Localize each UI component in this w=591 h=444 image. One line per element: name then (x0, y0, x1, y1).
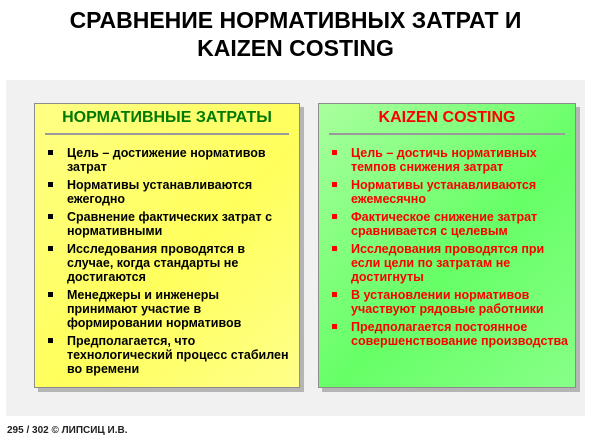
list-item-text: Менеджеры и инженеры принимают участие в формировании нормативов (67, 288, 242, 330)
list-item (319, 210, 575, 238)
list-item-text: Исследования проводятся в случае, когда стандарты не достигаются (67, 242, 246, 284)
kaizen-costing-panel (318, 103, 576, 388)
slide-title-line-2: KAIZEN COSTING (197, 35, 394, 61)
bullet-icon (48, 150, 53, 155)
list-item (35, 242, 299, 284)
slide-footer: 295 / 302 © ЛИПСИЦ И.В. (7, 425, 128, 436)
bullet-icon (48, 182, 53, 187)
bullet-icon (332, 150, 337, 155)
slide-title-line-1: СРАВНЕНИЕ НОРМАТИВНЫХ ЗАТРАТ И (69, 7, 522, 33)
bullet-icon (48, 214, 53, 219)
list-item-text: Предполагается постоянное совершенствование производства (351, 320, 568, 348)
slide-title (0, 6, 591, 62)
list-item (35, 288, 299, 330)
list-item (35, 178, 299, 206)
list-item-text: Цель – достижение нормативов затрат (67, 146, 266, 174)
list-item-text: Предполагается, что технологический процесс стабилен во времени (67, 334, 289, 376)
list-item-text: Нормативы устанавливаются ежегодно (67, 178, 253, 206)
bullet-icon (332, 214, 337, 219)
bullet-icon (332, 246, 337, 251)
list-item-text: Фактическое снижение затрат сравнивается с целевым (351, 210, 538, 238)
standard-costs-list (35, 146, 299, 380)
bullet-icon (48, 292, 53, 297)
list-item (319, 242, 575, 284)
list-item-text: Нормативы устанавливаются ежемесячно (351, 178, 537, 206)
standard-costs-panel (34, 103, 300, 388)
kaizen-costing-heading: KAIZEN COSTING (378, 109, 516, 126)
bullet-icon (332, 324, 337, 329)
list-item-text: Цель – достичь нормативных темпов снижения затрат (351, 146, 537, 174)
heading-divider (45, 133, 289, 135)
bullet-icon (332, 182, 337, 187)
bullet-icon (332, 292, 337, 297)
list-item (319, 178, 575, 206)
bullet-icon (48, 338, 53, 343)
list-item (319, 146, 575, 174)
list-item-text: Сравнение фактических затрат с нормативными (67, 210, 273, 238)
list-item (319, 320, 575, 348)
list-item (35, 334, 299, 376)
bullet-icon (48, 246, 53, 251)
list-item (319, 288, 575, 316)
list-item-text: В установлении нормативов участвуют рядовые работники (351, 288, 544, 316)
heading-divider (329, 133, 565, 135)
standard-costs-heading: НОРМАТИВНЫЕ ЗАТРАТЫ (62, 109, 272, 126)
list-item (35, 146, 299, 174)
list-item-text: Исследования проводятся при если цели по затратам не достигнуты (351, 242, 545, 284)
list-item (35, 210, 299, 238)
kaizen-costing-list (319, 146, 575, 352)
